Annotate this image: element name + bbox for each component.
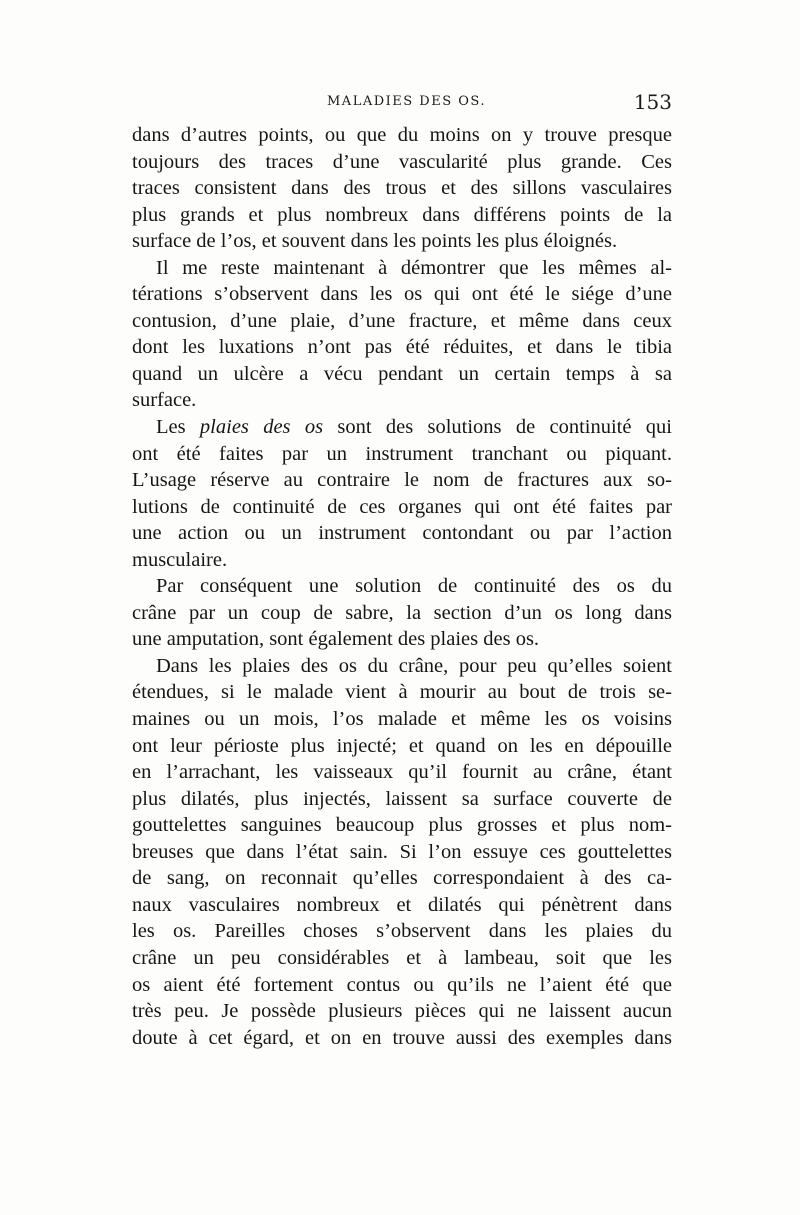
- text-line: les os. Pareilles choses s’observent dans les plaies du: [132, 920, 672, 943]
- text-line: dont les luxations n’ont pas été réduites, et dans le tibia: [132, 336, 672, 359]
- page-number: 153: [633, 90, 672, 114]
- text-line: Par conséquent une solution de continuité des os du: [156, 575, 672, 598]
- text-line: Dans les plaies des os du crâne, pour peu qu’elles soient: [156, 654, 672, 677]
- text-line: musculaire.: [132, 548, 228, 571]
- text-line: plus dilatés, plus injectés, laissent sa surface couverte de: [132, 787, 672, 810]
- text-line: dans d’autres points, ou que du moins on y trouve presque: [132, 124, 672, 146]
- text-line: os aient été fortement contus ou qu’ils ne l’aient été que: [132, 973, 672, 996]
- text-line: une amputation, sont également des plaies des os.: [132, 628, 540, 651]
- text-line: toujours des traces d’une vascularité plus grande. Ces: [132, 150, 672, 173]
- text-line: contusion, d’une plaie, d’une fracture, et même dans ceux: [132, 309, 672, 332]
- text-line: ont été faites par un instrument tranchant ou piquant.: [132, 442, 672, 465]
- running-head: MALADIES DES OS.: [327, 94, 486, 109]
- text-line: lutions de continuité de ces organes qui ont été faites par: [132, 495, 672, 518]
- text-line: ont leur périoste plus injecté; et quand on les en dépouille: [132, 734, 672, 757]
- text-line: térations s’observent dans les os qui ont été le siége d’une: [132, 283, 672, 306]
- text-line: surface de l’os, et souvent dans les points les plus éloignés.: [132, 230, 618, 253]
- text-line: une action ou un instrument contondant ou par l’action: [132, 522, 672, 545]
- text-line: étendues, si le malade vient à mourir au bout de trois se-: [132, 681, 672, 704]
- text-line: traces consistent dans des trous et des sillons vasculaires: [132, 177, 672, 200]
- text-line: breuses que dans l’état sain. Si l’on essuye ces gouttelettes: [132, 840, 672, 863]
- italic-term: plaies des os: [199, 416, 324, 439]
- text-line: gouttelettes sanguines beaucoup plus grosses et plus nom-: [132, 814, 672, 837]
- text-line: surface.: [132, 389, 197, 412]
- text-line: crâne un peu considérables et à lambeau, soit que les: [132, 946, 672, 969]
- text-line: doute à cet égard, et on en trouve aussi des exemples dans: [132, 1026, 672, 1049]
- text-line: de sang, on reconnait qu’elles correspondaient à des ca-: [132, 867, 672, 890]
- text-line: crâne par un coup de sabre, la section d’un os long dans: [132, 601, 672, 624]
- body-text: [132, 122, 672, 1051]
- text-line-start: Les: [156, 416, 200, 439]
- text-line: L’usage réserve au contraire le nom de fractures aux so-: [132, 469, 672, 492]
- text-line: maines ou un mois, l’os malade et même les os voisins: [132, 708, 672, 731]
- text-line: en l’arrachant, les vaisseaux qu’il fournit au crâne, étant: [132, 761, 672, 784]
- text-line: plus grands et plus nombreux dans différens points de la: [132, 203, 672, 226]
- text-line: [132, 414, 672, 441]
- text-line: Il me reste maintenant à démontrer que les mêmes al-: [156, 256, 672, 279]
- text-line: très peu. Je possède plusieurs pièces qui ne laissent aucun: [132, 1000, 672, 1023]
- text-line: quand un ulcère a vécu pendant un certain temps à sa: [132, 362, 672, 385]
- text-line: naux vasculaires nombreux et dilatés qui pénètrent dans: [132, 893, 672, 916]
- page-header: [132, 90, 672, 118]
- text-line-rest: sont des solutions de continuité qui: [323, 416, 672, 439]
